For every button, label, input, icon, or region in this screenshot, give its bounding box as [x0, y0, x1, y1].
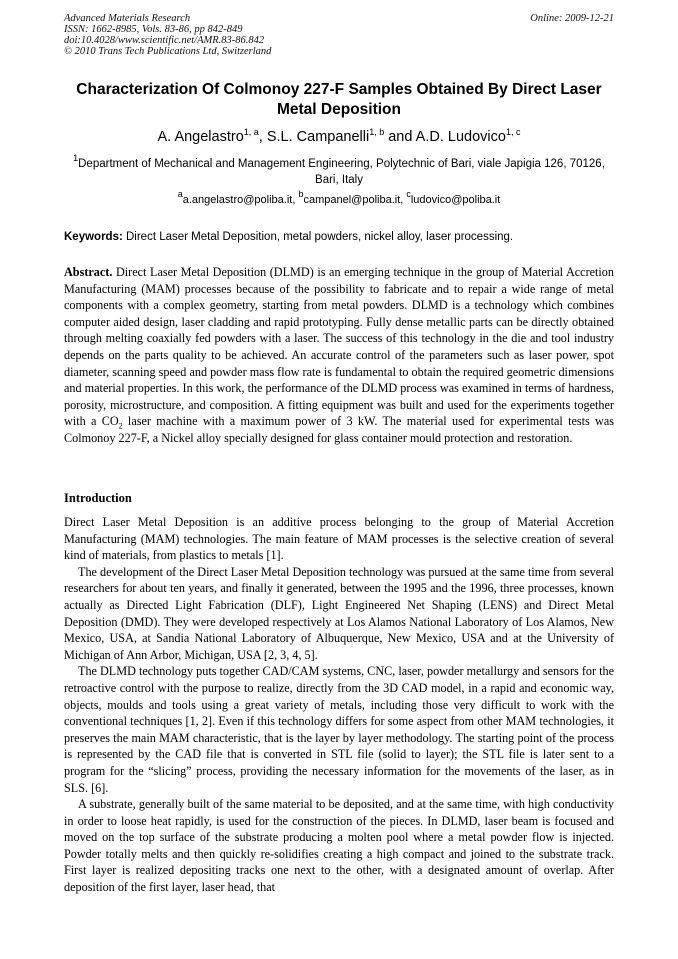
email-address: campanel@poliba.it,: [303, 194, 407, 206]
email-list: [64, 189, 614, 208]
author-list: [64, 128, 614, 146]
abstract-text: laser machine with a maximum power of 3 kW. The material used for experimental tests was Colmonoy 227-F, a Nickel alloy specially designed for glass container mould protection and restoration.: [64, 414, 614, 445]
email-address: a.angelastro@poliba.it,: [182, 194, 299, 206]
paper-title: Characterization Of Colmonoy 227-F Samples Obtained By Direct Laser Metal Deposition: [76, 81, 602, 118]
issn: ISSN: 1662-8985, Vols. 83-86, pp 842-849: [64, 24, 243, 35]
author-name: S.L. Campanelli: [266, 129, 370, 145]
author-superscript: 1, a: [243, 127, 259, 137]
section-heading: Introduction: [64, 491, 132, 505]
paragraph: The DLMD technology puts together CAD/CAM systems, CNC, laser, powder metallurgy and sensors for the retroactive control with the purpose to realize, directly from the 3D CAD model, in a rapid and economic way, objects, moulds and tools using a great variety of metals, including those very difficult to work with the conventional techniques [1, 2]. Even if this technology differs for some aspect from other MAM technologies, it preserves the main MAM characteristic, that is the layer by layer methodology. The starting point of the process is represented by the CAD file that is converted in STL file (solid to layer); the STL file is later sent to a program for the “slicing” process, providing the necessary information for the movements of the laser, as in SLS. [6].: [64, 664, 614, 795]
email-address: ludovico@poliba.it: [410, 194, 501, 206]
keywords: [64, 229, 614, 245]
journal-name: Advanced Materials Research: [64, 13, 191, 24]
email-superscript: c: [406, 189, 411, 199]
doi: doi:10.4028/www.scientific.net/AMR.83-86.842: [64, 35, 265, 46]
copyright: © 2010 Trans Tech Publications Ltd, Switzerland: [64, 46, 272, 57]
paragraph: The development of the Direct Laser Metal Deposition technology was pursued at the same time from several researchers for about ten years, and finally it generated, between the 1995 and the 1996, three processes, known actually as Directed Light Fabrication (DLF), Light Engineered Net Shaping (LENS) and Direct Metal Deposition (DMD). They were developed respectively at Los Alamos National Laboratory of Los Alamos, New Mexico, USA, at Sandia National Laboratory of Albuquerque, New Mexico, USA and at the University of Michigan of Ann Arbor, Michigan, USA [2, 3, 4, 5].: [64, 564, 614, 662]
online-date: Online: 2009-12-21: [530, 13, 614, 24]
author-superscript: 1, c: [505, 127, 521, 137]
author-name: A.D. Ludovico: [415, 129, 506, 145]
keywords-label: Keywords:: [64, 231, 123, 243]
author-separator: ,: [258, 129, 267, 145]
email-superscript: a: [177, 189, 183, 199]
author-separator: and: [384, 129, 416, 145]
abstract-text: Direct Laser Metal Deposition (DLMD) is an emerging technique in the group of Material Accretion Manufacturing (MAM) processes because of the possibility to fabricate and to repair a wide range of metal components with a complex geometry, starting from metal powders. DLMD is a technology which combines computer aided design, laser cladding and rapid prototyping. Fully dense metallic parts can be directly obtained through melting coaxially fed powders with a laser. The success of this technology in the die and tool industry depends on the parts quality to be achieved. An accurate control of the parameters such as laser power, spot diameter, scanning speed and powder mass flow rate is fundamental to obtain the required geometric dimensions and material properties. In this work, the performance of the DLMD process was examined in terms of hardness, porosity, microstructure, and composition. A fitting equipment was built and used for the experiments together with a CO: [64, 265, 614, 429]
journal-info: [64, 13, 271, 57]
author-name: A. Angelastro: [157, 129, 244, 145]
keywords-text: Direct Laser Metal Deposition, metal powders, nickel alloy, laser processing.: [122, 231, 514, 243]
affiliation-superscript: 1: [73, 153, 79, 163]
paragraph: Direct Laser Metal Deposition is an additive process belonging to the group of Material Accretion Manufacturing (MAM) technologies. The main feature of MAM processes is the selective creation of several kind of materials, from plastics to metals [1].: [64, 515, 614, 563]
abstract-label: Abstract.: [64, 265, 113, 279]
email-superscript: b: [298, 189, 304, 199]
affiliation: [64, 153, 614, 188]
abstract: [64, 264, 614, 447]
paragraph: A substrate, generally built of the same material to be deposited, and at the same time, with high conductivity in order to loose heat rapidly, is used for the construction of the pieces. In DLMD, laser beam is focused and moved on the top surface of the substrate producing a molten pool where a metal powder flow is injected. Powder totally melts and then quickly re-solidifies creating a high compact and joined to the substrate track. First layer is realized depositing tracks one next to the other, with a designated amount of overlap. After deposition of the first layer, laser head, that: [64, 797, 614, 895]
introduction-body: [64, 514, 614, 896]
affiliation-text: Department of Mechanical and Management Engineering, Polytechnic of Bari, viale Japigia 126, 70126, Bari, Italy: [78, 158, 605, 186]
author-superscript: 1, b: [369, 127, 385, 137]
abstract-subscript: 2: [118, 421, 123, 431]
